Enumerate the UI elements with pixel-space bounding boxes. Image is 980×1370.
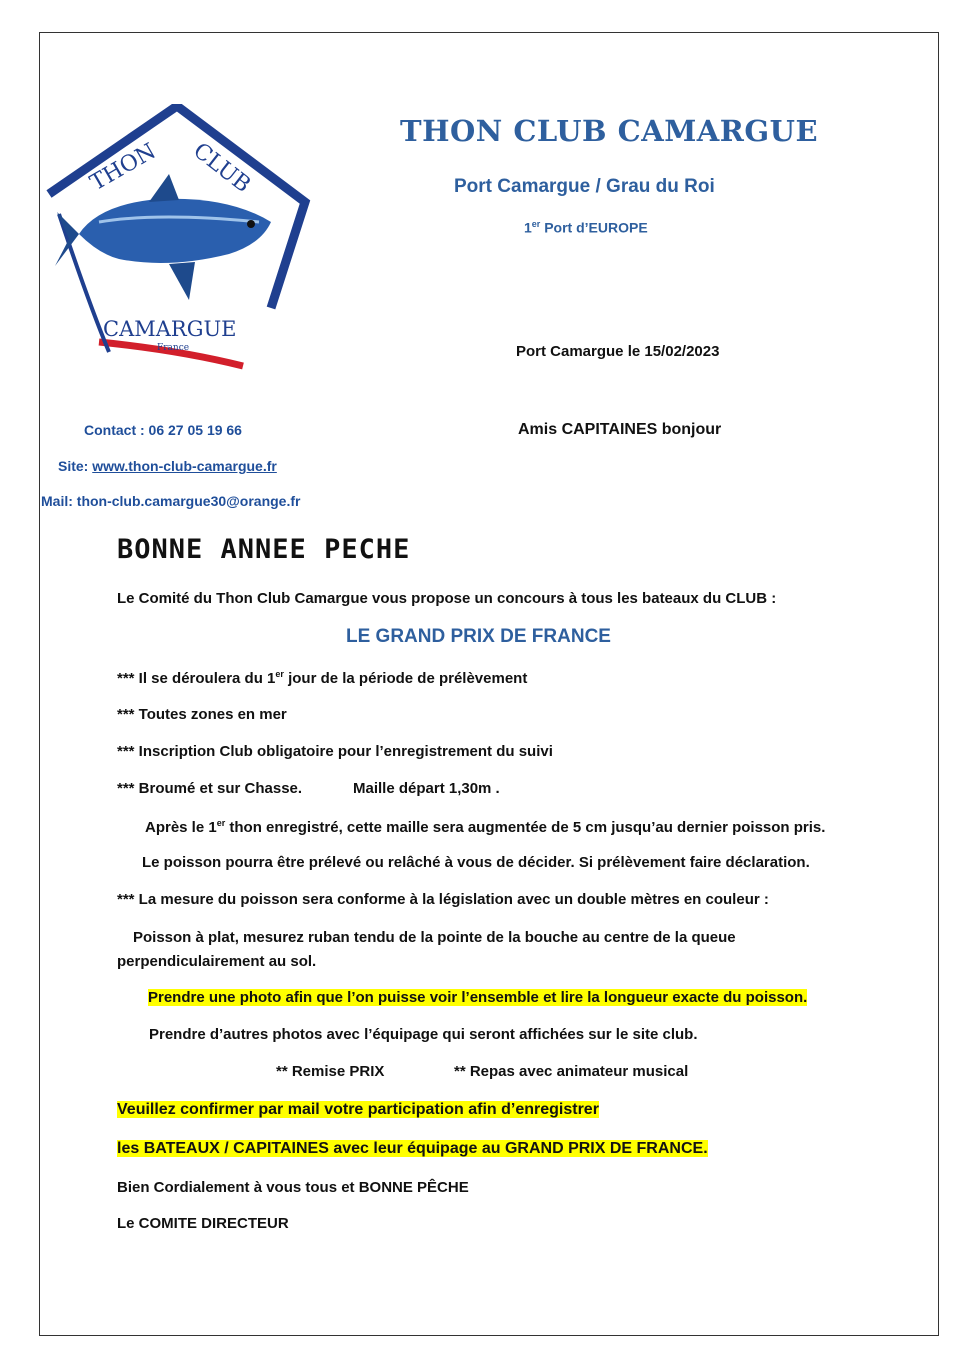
prize-ceremony: ** Remise PRIX xyxy=(276,1063,385,1080)
rule-1-sup: er xyxy=(275,669,284,679)
club-subtitle: Port Camargue / Grau du Roi xyxy=(454,176,715,197)
photo-highlight-text: Prendre une photo afin que l’on puisse voir l’ensemble et lire la longueur exacte du poisson. xyxy=(148,989,808,1006)
port-rest: Port d’EUROPE xyxy=(540,219,648,236)
greeting: Amis CAPITAINES bonjour xyxy=(518,421,722,438)
mesh-sup: er xyxy=(216,818,226,828)
closing-text: Bien Cordialement à vous tous et BONNE PÊCHE xyxy=(117,1179,469,1196)
date-line: Port Camargue le 15/02/2023 xyxy=(516,343,720,360)
rule-item-3: *** Inscription Club obligatoire pour l’enregistrement du suivi xyxy=(117,743,553,760)
intro-text: Le Comité du Thon Club Camargue vous propose un concours à tous les bateaux du CLUB : xyxy=(117,590,777,607)
measure-text: *** La mesure du poisson sera conforme à la législation avec un double mètres en couleur : xyxy=(117,891,769,908)
flat-measure-line-1: Poisson à plat, mesurez ruban tendu de la pointe de la bouche au centre de la queue xyxy=(133,929,736,946)
logo-text-thon: THON xyxy=(86,138,161,197)
rule-item-1 xyxy=(117,669,527,687)
port-number: 1 xyxy=(524,219,532,236)
club-port-tagline xyxy=(524,219,648,236)
logo-text-camargue: CAMARGUE xyxy=(103,317,237,341)
logo-text-france: France xyxy=(157,343,190,353)
logo-text-club: CLUB xyxy=(188,138,255,198)
confirm-text-1: Veuillez confirmer par mail votre participation afin d’enregistrer xyxy=(117,1101,599,1118)
contact-phone: Contact : 06 27 05 19 66 xyxy=(84,422,242,438)
rule-1-start: *** Il se déroulera du 1 xyxy=(117,670,276,687)
mesh-end: thon enregistré, cette maille sera augmentée de 5 cm jusqu’au dernier poisson pris. xyxy=(225,819,826,836)
confirm-text-2: les BATEAUX / CAPITAINES avec leur équipage au GRAND PRIX DE FRANCE. xyxy=(117,1140,708,1157)
port-superscript: er xyxy=(531,219,541,229)
contact-mail: Mail: thon-club.camargue30@orange.fr xyxy=(41,493,301,509)
confirm-line-1 xyxy=(117,1101,599,1119)
event-title: LE GRAND PRIX DE FRANCE xyxy=(346,626,611,647)
mesh-increase-text xyxy=(145,818,825,836)
rule-item-2: *** Toutes zones en mer xyxy=(117,706,287,723)
release-text: Le poisson pourra être prélevé ou relâché à vous de décider. Si prélèvement faire déclaration. xyxy=(142,854,810,871)
club-title: THON CLUB CAMARGUE xyxy=(400,114,819,148)
site-link[interactable]: www.thon-club-camargue.fr xyxy=(92,458,277,474)
rule-1-end: jour de la période de prélèvement xyxy=(283,670,528,687)
photo-instruction-other: Prendre d’autres photos avec l’équipage qui seront affichées sur le site club. xyxy=(149,1026,698,1043)
signature-text: Le COMITE DIRECTEUR xyxy=(117,1215,289,1232)
site-label: Site: xyxy=(58,458,93,474)
flat-measure-line-2: perpendiculairement au sol. xyxy=(117,953,317,970)
mesh-start: Après le 1 xyxy=(145,819,217,836)
confirm-line-2 xyxy=(117,1140,708,1158)
contact-site xyxy=(58,458,277,474)
club-logo xyxy=(39,104,311,376)
rule-item-4-mesh: Maille départ 1,30m . xyxy=(353,780,500,797)
dinner-info: ** Repas avec animateur musical xyxy=(454,1063,689,1080)
headline: BONNE ANNEE PECHE xyxy=(117,534,411,565)
photo-instruction-highlight xyxy=(148,989,807,1006)
rule-item-4: *** Broumé et sur Chasse. xyxy=(117,780,303,797)
